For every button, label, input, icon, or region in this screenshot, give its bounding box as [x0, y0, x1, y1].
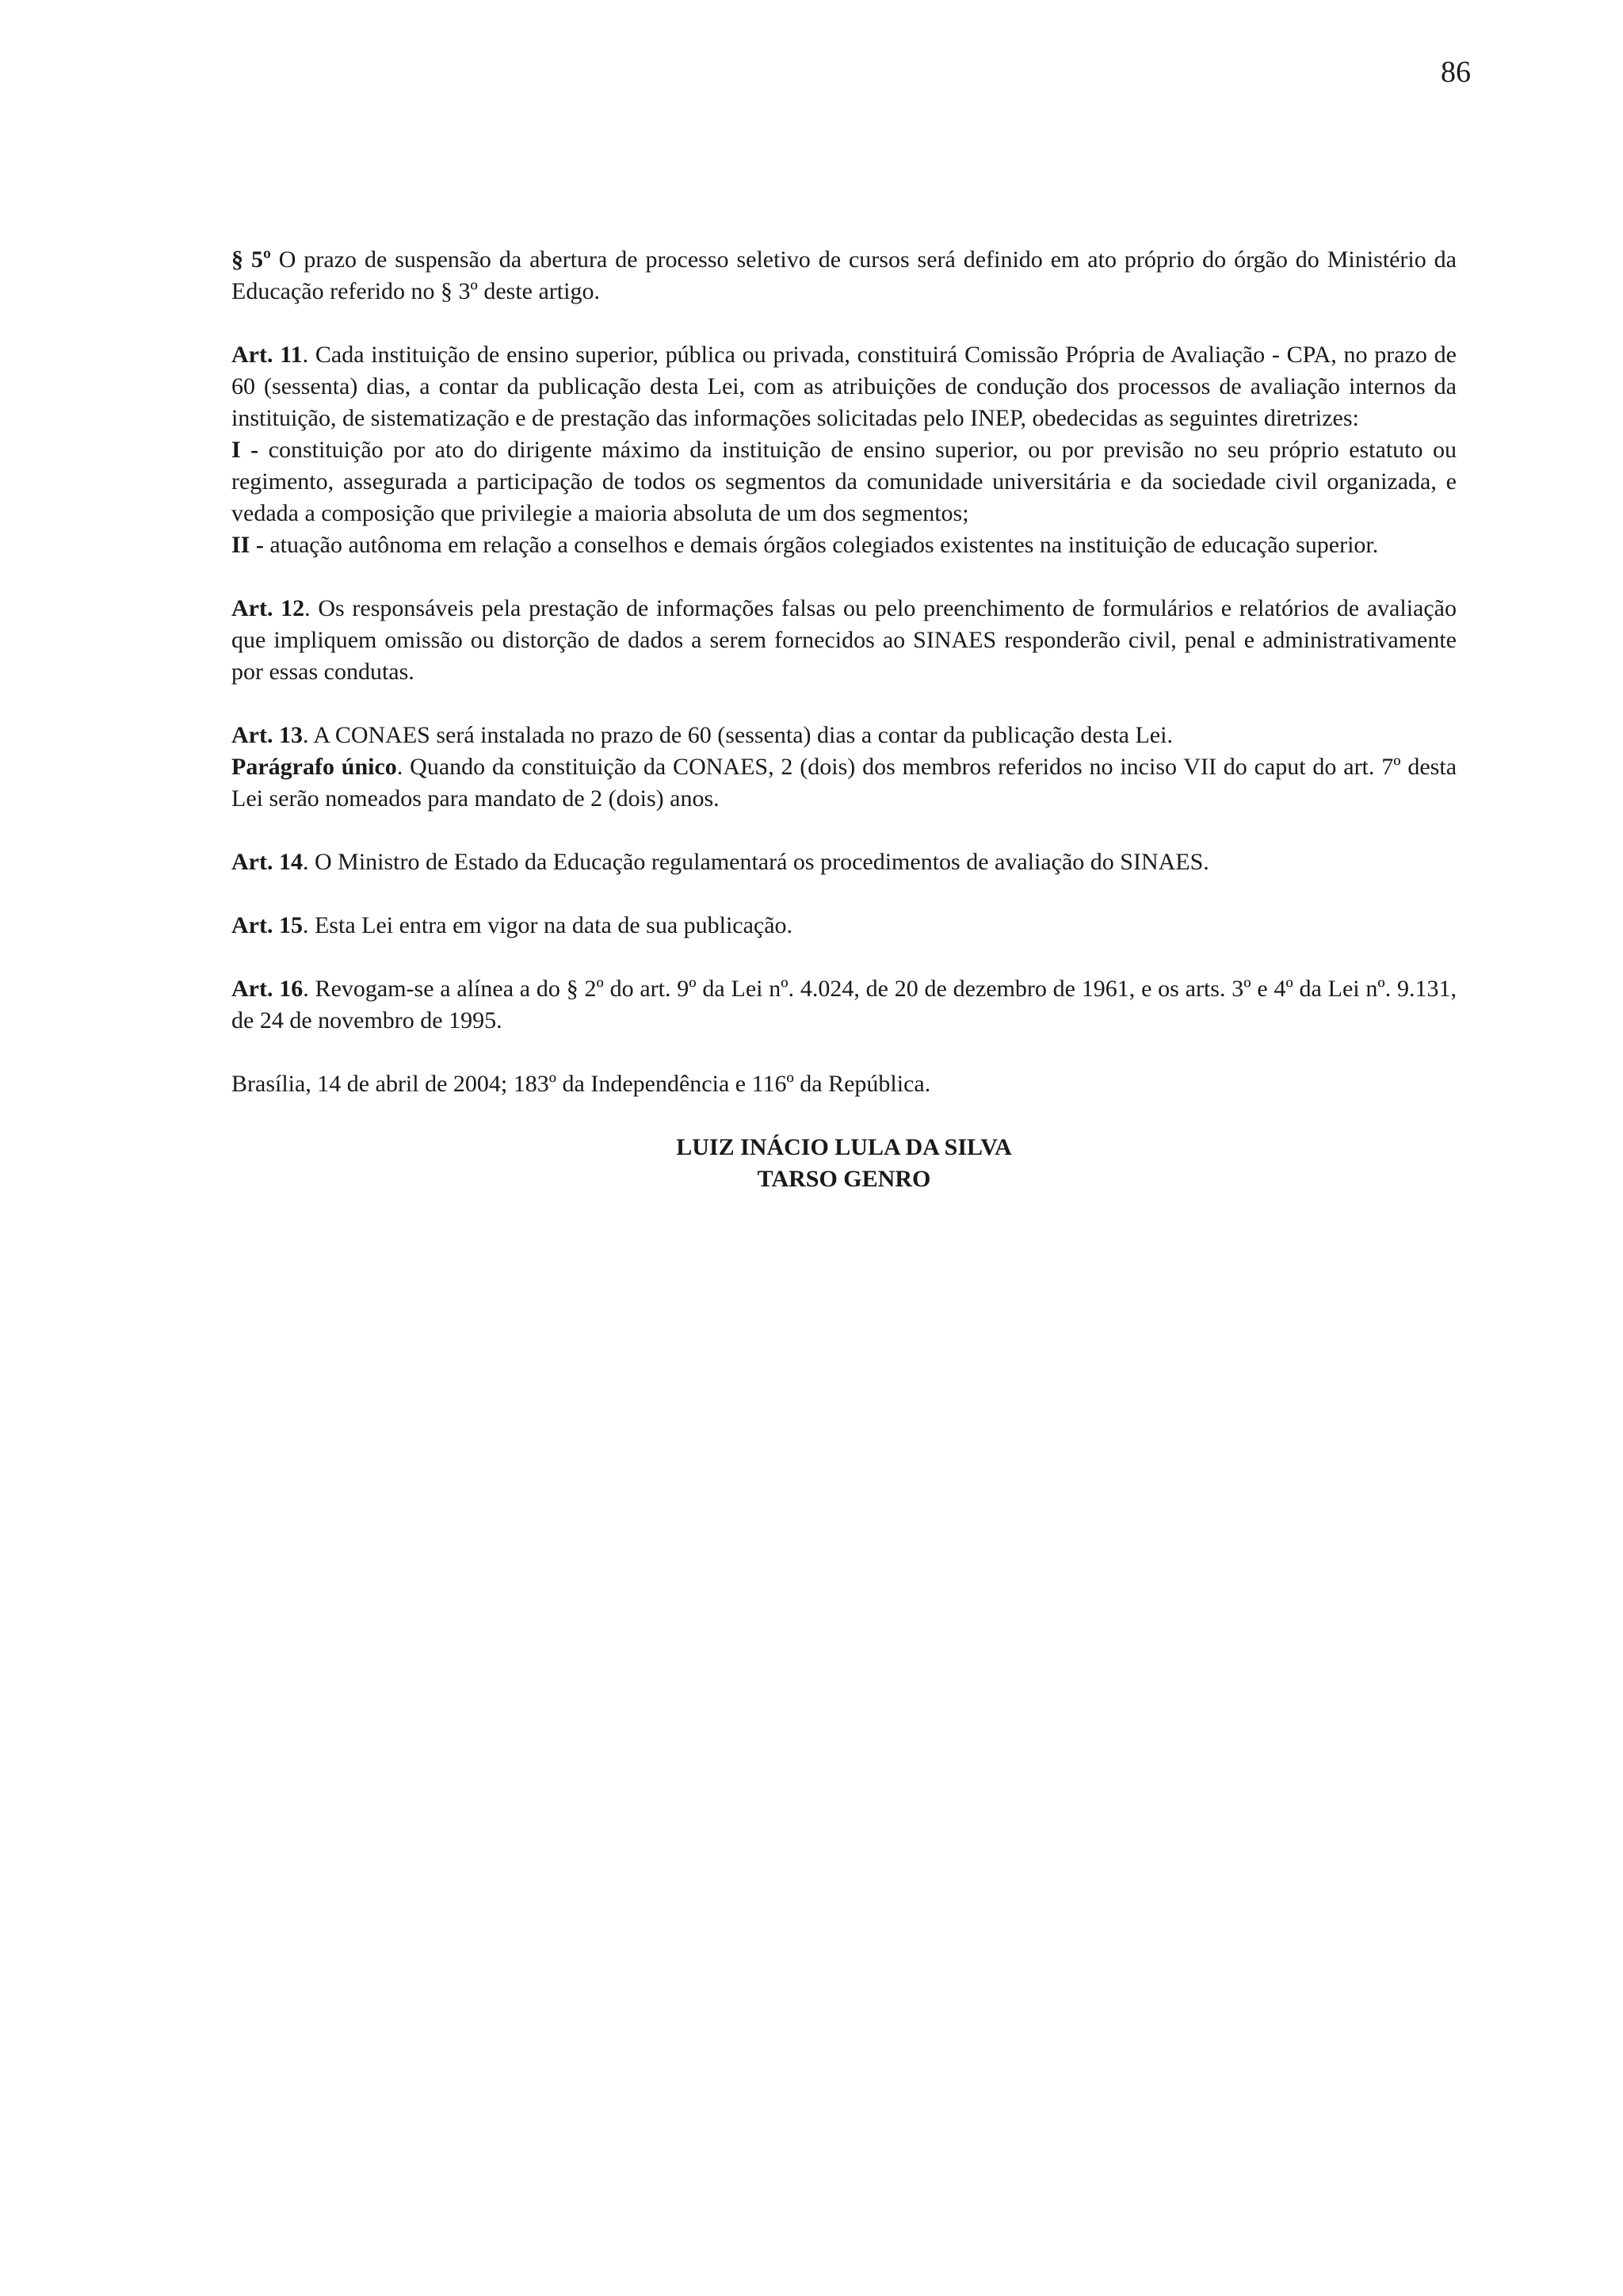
article-16: [231, 973, 1457, 1037]
article-11-label: Art. 11: [231, 342, 303, 368]
article-13-body: . A CONAES será instalada no prazo de 60 (sessenta) dias a contar da publicação desta Lei.: [302, 722, 1173, 748]
article-13-label: Art. 13: [231, 722, 303, 748]
article-13-sole-paragraph: [231, 751, 1457, 815]
article-11-item-1: [231, 434, 1457, 529]
article-14-body: . O Ministro de Estado da Educação regulamentará os procedimentos de avaliação do SINAES.: [302, 849, 1209, 875]
article-11-body: . Cada instituição de ensino superior, pública ou privada, constituirá Comissão Própria de Avaliação - CPA, no prazo de 60 (sessenta) dias, a contar da publicação desta Lei, com as atribuições de condução dos processos de avaliação internos da instituição, de sistematização e de prestação das informações solicitadas pelo INEP, obedecidas as seguintes diretrizes:: [231, 342, 1457, 431]
article-12: [231, 593, 1457, 688]
article-15: [231, 910, 1457, 942]
article-16-body: . Revogam-se a alínea a do § 2º do art. 9º da Lei nº. 4.024, de 20 de dezembro de 1961, e os arts. 3º e 4º da Lei nº. 9.131, de 24 de novembro de 1995.: [231, 976, 1457, 1033]
closing-date: [231, 1068, 1457, 1100]
article-11-item-2-body: atuação autônoma em relação a conselhos e demais órgãos colegiados existentes na instituição de educação superior.: [263, 532, 1379, 558]
closing-date-text: Brasília, 14 de abril de 2004; 183º da Independência e 116º da República.: [231, 1071, 931, 1097]
paragraph-5: [231, 244, 1457, 308]
article-13: [231, 720, 1457, 815]
article-11-text: [231, 339, 1457, 434]
paragraph-5-body: O prazo de suspensão da abertura de processo seletivo de cursos será definido em ato próprio do órgão do Ministério da Educação referido no § 3º deste artigo.: [231, 246, 1457, 304]
article-12-label: Art. 12: [231, 595, 305, 621]
paragraph-5-text: [231, 244, 1457, 308]
article-14-text: [231, 846, 1457, 878]
article-12-text: [231, 593, 1457, 688]
article-11-item-1-label: I -: [231, 437, 259, 463]
article-11-item-2: [231, 529, 1457, 561]
article-12-body: . Os responsáveis pela prestação de informações falsas ou pelo preenchimento de formulários e relatórios de avaliação que impliquem omissão ou distorção de dados a serem fornecidos ao SINAES responderão civil, penal e administrativamente por essas condutas.: [231, 595, 1457, 685]
signer-2: TARSO GENRO: [757, 1166, 931, 1192]
signer-1: LUIZ INÁCIO LULA DA SILVA: [676, 1134, 1012, 1160]
page-number: 86: [1441, 55, 1471, 89]
document-body: [231, 244, 1457, 1195]
article-14-label: Art. 14: [231, 849, 303, 875]
article-15-label: Art. 15: [231, 912, 303, 938]
article-16-label: Art. 16: [231, 976, 304, 1002]
article-11: [231, 339, 1457, 561]
article-11-item-1-body: constituição por ato do dirigente máximo da instituição de ensino superior, ou por previsão no seu próprio estatuto ou regimento, assegurada a participação de todos os segmentos da comunidade universitária e da sociedade civil organizada, e vedada a composição que privilegie a maioria absoluta de um dos segmentos;: [231, 437, 1457, 526]
paragraph-5-label: § 5º: [231, 246, 271, 273]
article-16-text: [231, 973, 1457, 1037]
article-13-text: [231, 720, 1457, 751]
article-15-text: [231, 910, 1457, 942]
signature-block: [231, 1132, 1457, 1195]
article-15-body: . Esta Lei entra em vigor na data de sua publicação.: [302, 912, 793, 938]
article-13-sole-paragraph-body: . Quando da constituição da CONAES, 2 (dois) dos membros referidos no inciso VII do caput do art. 7º desta Lei serão nomeados para mandato de 2 (dois) anos.: [231, 754, 1457, 812]
article-13-sole-paragraph-label: Parágrafo único: [231, 754, 397, 780]
article-11-item-2-label: II -: [231, 532, 264, 558]
article-14: [231, 846, 1457, 878]
